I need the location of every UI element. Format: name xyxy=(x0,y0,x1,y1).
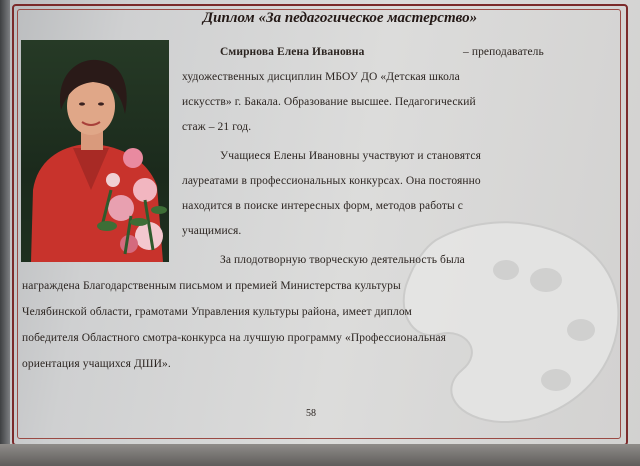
paragraph-3-line-1: За плодотворную творческую деятельность была xyxy=(220,254,465,266)
paragraph-2-line-3: находится в поиске интересных форм, методов работы с xyxy=(182,200,463,212)
paragraph-2-line-1: Учащиеся Елены Ивановны участвуют и становятся xyxy=(220,150,482,162)
paragraph-1-line-2: художественных дисциплин МБОУ ДО «Детская школа xyxy=(182,71,460,83)
portrait-photo xyxy=(21,40,169,262)
paragraph-3-line-5: ориентация учащихся ДШИ». xyxy=(22,358,171,370)
paragraph-1-line-1: – преподаватель xyxy=(463,46,544,58)
paragraph-2-line-4: учащимися. xyxy=(182,225,242,237)
paragraph-3-line-3: Челябинской области, грамотами Управления культуры района, имеет диплом xyxy=(22,306,412,318)
page-title: Диплом «За педагогическое мастерство» xyxy=(202,10,478,26)
paragraph-2-line-2: лауреатами в профессиональных конкурсах. Она постоянно xyxy=(182,175,481,187)
portrait-illustration xyxy=(21,40,169,262)
book-binding xyxy=(0,0,10,466)
paragraph-1-line-3: искусств» г. Бакала. Образование высшее. Педагогический xyxy=(182,96,476,108)
palette-watermark xyxy=(396,210,626,430)
page-number: 58 xyxy=(306,408,316,419)
paragraph-3-line-4: победителя Областного смотра-конкурса на лучшую программу «Профессиональная xyxy=(22,332,447,344)
paragraph-3-line-2: награждена Благодарственным письмом и премией Министерства культуры xyxy=(22,280,401,292)
teacher-name: Смирнова Елена Ивановна xyxy=(220,46,365,58)
page-bottom-shadow xyxy=(0,444,640,466)
paragraph-1-line-4: стаж – 21 год. xyxy=(182,121,252,133)
